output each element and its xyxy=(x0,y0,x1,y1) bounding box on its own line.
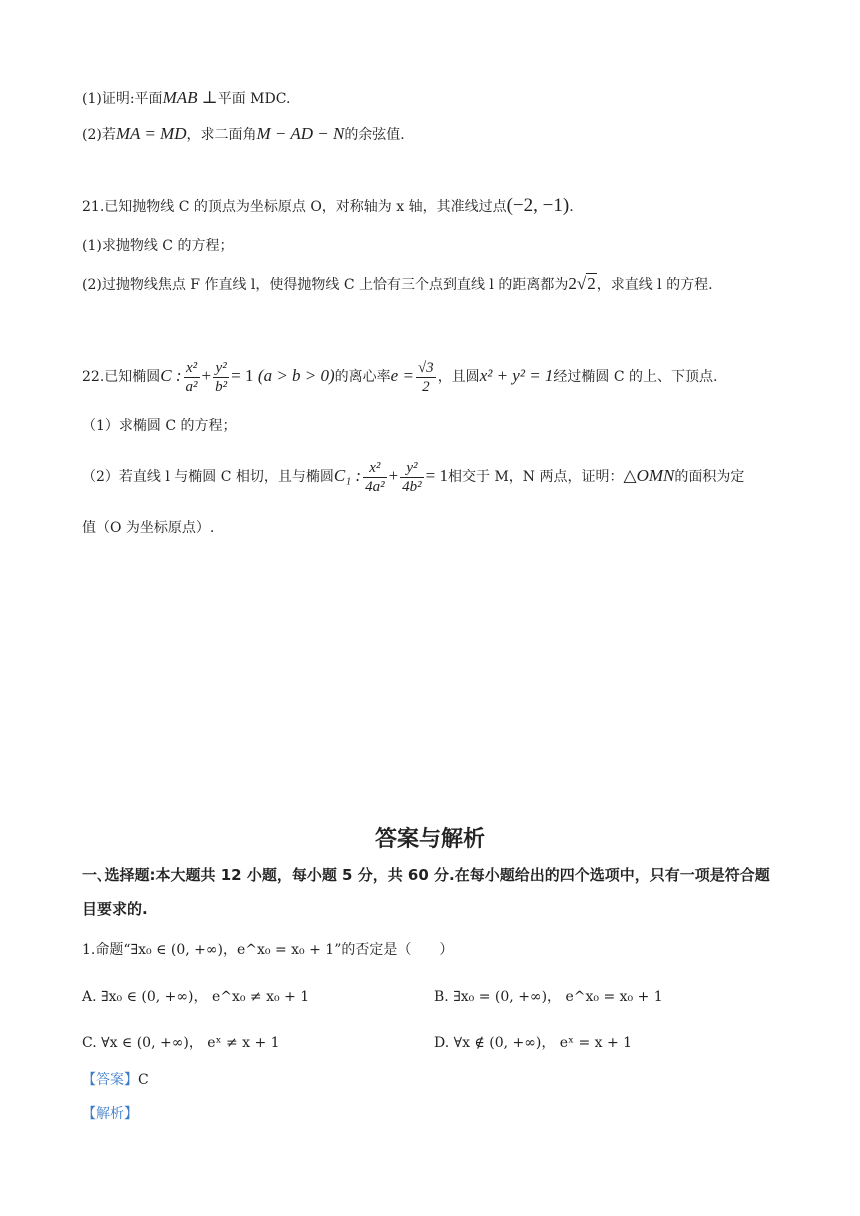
q22-frac-x-den: a² xyxy=(185,378,198,395)
q22-frac-y-den: b² xyxy=(215,378,228,395)
q22-frac-e-den: 2 xyxy=(422,378,430,395)
q22-stem: 22.已知椭圆C : $\frac{\text{x²}}{\text{a²}}$ + $\frac{\text{y²}}{\text{b²}}$ = 1 (a > b > 0)的离心率e = $\frac{√3}{2}$ ，且圆x² + y² = 1经过椭圆 C 的上、下顶点. xyxy=(82,359,718,395)
q22-c1-frac-x-den: 4a² xyxy=(365,478,385,495)
q22-stem-d: 经过椭圆 C 的上、下顶点. xyxy=(553,369,718,385)
q1-stem: 1.命题“∃x₀ ∈ (0, +∞)，e^x₀ = x₀ + 1”的否定是（ ） xyxy=(82,942,454,958)
q21-part1: (1)求抛物线 C 的方程； xyxy=(82,238,234,254)
q21-distance-radicand: 2 xyxy=(587,274,596,293)
q22-triangle: △OMN xyxy=(623,466,675,485)
analysis-label: 【解析】 xyxy=(82,1106,138,1122)
option-b: B. ∃x₀ = (0, +∞)， e^x₀ = x₀ + 1 xyxy=(434,989,663,1005)
q22-frac-y xyxy=(213,359,229,396)
q20-part2 xyxy=(82,124,405,145)
q21-distance-coef: 2 xyxy=(568,274,577,293)
q20-part1-prefix: (1)证明:平面 xyxy=(82,91,163,107)
q22-part2-b: 相交于 M，N 两点，证明： xyxy=(448,469,624,485)
answer-label: 【答案】 xyxy=(82,1072,138,1088)
q22-frac-e-num: √3 xyxy=(417,359,434,376)
q21-point: (−2, −1) xyxy=(506,195,570,216)
q20-part1 xyxy=(82,88,290,109)
q22-condition: (a > b > 0) xyxy=(257,366,335,385)
q20-part2-suffix: 的余弦值. xyxy=(344,127,405,143)
q22-part1: （1）求椭圆 C 的方程； xyxy=(82,418,237,434)
q22-c1-eq: = 1 xyxy=(425,466,449,485)
q22-c1-frac-x-num: x² xyxy=(363,459,387,478)
q20-part1-suffix: 平面 MDC. xyxy=(217,91,291,107)
q22-frac-y-num: y² xyxy=(213,359,229,378)
q22-part2-c: 的面积为定 xyxy=(674,469,745,485)
option-a: A. ∃x₀ ∈ (0, +∞)， e^x₀ ≠ x₀ + 1 xyxy=(82,989,310,1005)
answers-title: 答案与解析 xyxy=(374,827,485,852)
q22-stem-a: 22.已知椭圆 xyxy=(82,369,161,385)
q21-stem-text: 21.已知抛物线 C 的顶点为坐标原点 O，对称轴为 x 轴，其准线过点 xyxy=(82,199,507,215)
q21-stem-end: . xyxy=(569,199,574,215)
q22-frac-e xyxy=(416,359,436,396)
q20-part2-math2: M − AD − N xyxy=(256,124,345,143)
q22-c1-frac-x xyxy=(363,459,387,496)
q22-part2-continuation: 值（O 为坐标原点）. xyxy=(82,520,215,536)
q22-e-lhs: e = xyxy=(390,366,414,385)
q22-c1-frac-y-num: y² xyxy=(400,459,424,478)
q20-part1-math: MAB ⊥ xyxy=(162,88,218,107)
q22-part2-a: （2）若直线 l 与椭圆 C 相切，且与椭圆 xyxy=(82,469,334,485)
q22-part2: （2）若直线 l 与椭圆 C 相切，且与椭圆C₁ : $\frac{\text{x²}}{\text{4a²}}$ + $\frac{\text{y²}}{\text{4b²}}$ = 1相交于 M，N 两点，证明：△OMN的面积为定 xyxy=(82,459,745,495)
q21-part2-text: (2)过抛物线焦点 F 作直线 l，使得抛物线 C 上恰有三个点到直线 l 的距离都为 xyxy=(82,277,569,293)
q21-distance: 2√2 xyxy=(568,274,596,293)
option-c: C. ∀x ∈ (0, +∞)， eˣ ≠ x + 1 xyxy=(82,1035,280,1051)
q22-circle: x² + y² = 1 xyxy=(479,366,554,385)
q22-ellipse-name: C : xyxy=(160,366,182,385)
section-heading: 一､选择题:本大题共 12 小题，每小题 5 分，共 60 分.在每小题给出的四个选项中，只有一项是符合题目要求的. xyxy=(82,866,770,918)
option-d: D. ∀x ∉ (0, +∞)， eˣ = x + 1 xyxy=(434,1035,633,1051)
q22-stem-b: 的离心率 xyxy=(334,369,391,385)
q20-part2-prefix: (2)若 xyxy=(82,127,116,143)
q22-c1-frac-y xyxy=(400,459,424,496)
answer-value: C xyxy=(138,1072,149,1088)
q20-part2-math: MA = MD xyxy=(115,124,187,143)
q21-part2-end: ，求直线 l 的方程. xyxy=(596,277,713,293)
q20-part2-mid: ，求二面角 xyxy=(186,127,257,143)
q22-stem-c: ，且圆 xyxy=(437,369,480,385)
q22-eq-one: = 1 xyxy=(231,366,254,385)
q22-frac-x xyxy=(184,359,200,396)
q22-c1-name: C₁ : xyxy=(333,466,362,485)
q21-stem xyxy=(82,196,574,217)
q22-frac-x-num: x² xyxy=(184,359,200,378)
q22-c1-frac-y-den: 4b² xyxy=(402,478,422,495)
answer-row xyxy=(82,1070,149,1090)
q21-part2 xyxy=(82,274,713,295)
